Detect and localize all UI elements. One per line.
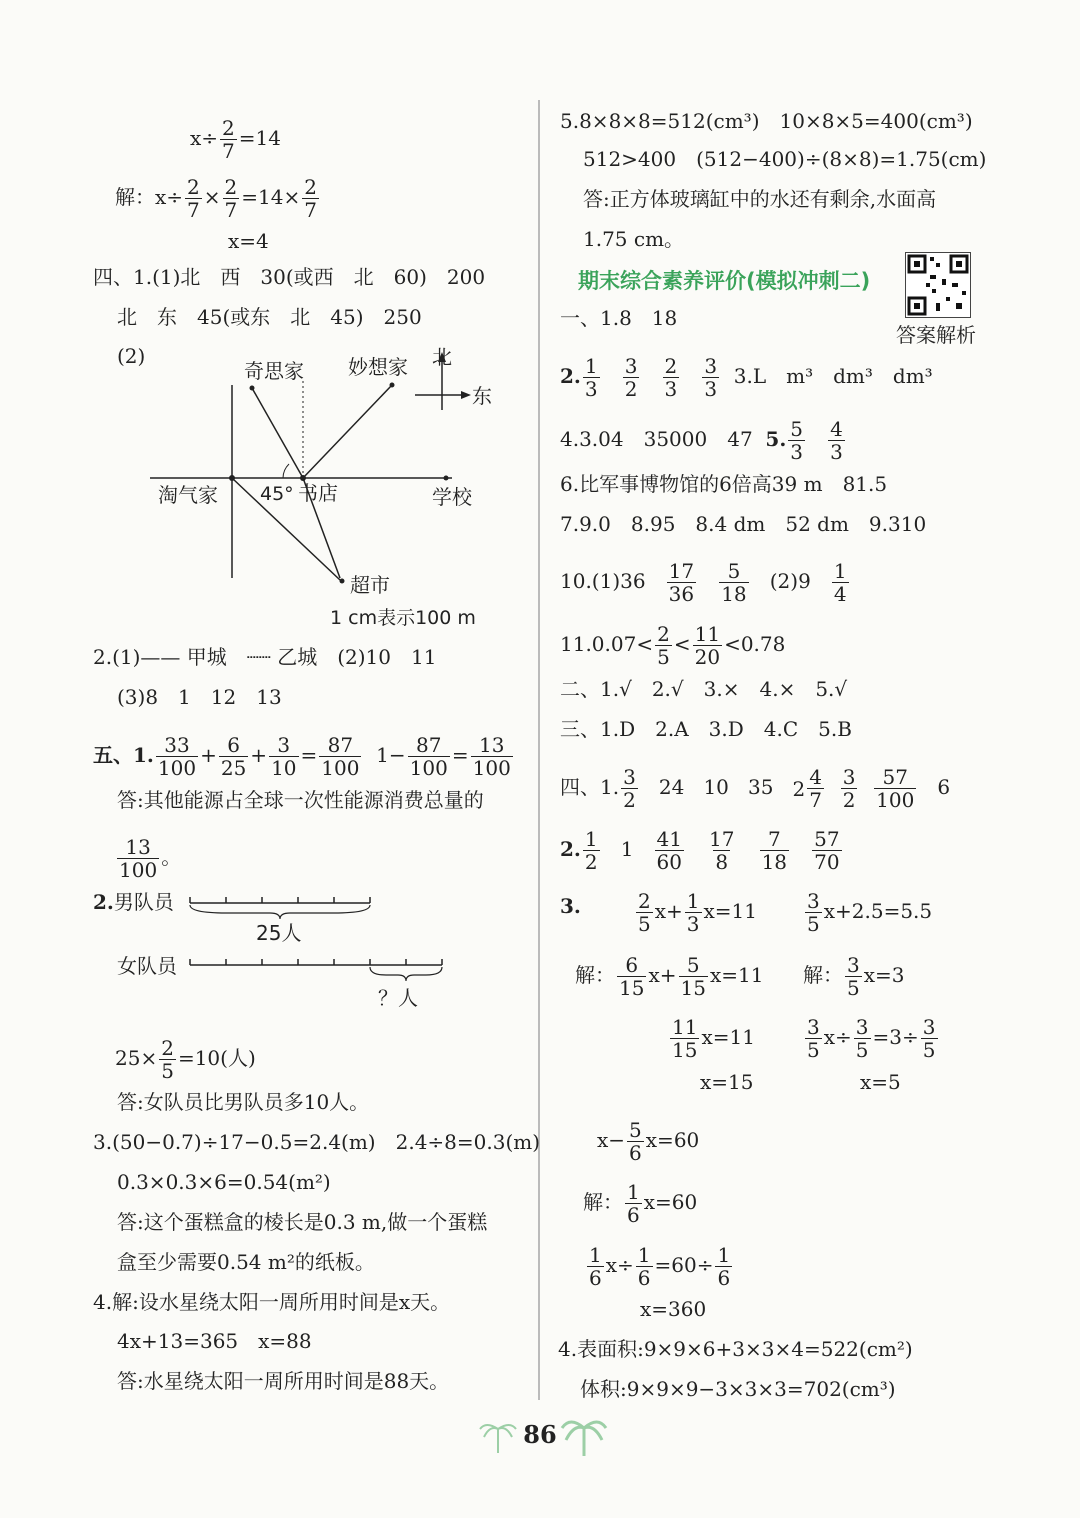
eq-text: =14 <box>238 126 281 150</box>
answer-line: 1.75 cm。 <box>583 227 685 251</box>
answer-line: 2.(1)—— 甲城 ┈┈ 乙城 (2)10 11 <box>93 645 437 669</box>
answer-line: 0.3×0.3×6=0.54(m²) <box>117 1170 331 1194</box>
eq-text: =14× <box>241 185 301 209</box>
eq-text: × <box>203 185 221 209</box>
label-east: 东 <box>472 384 492 408</box>
label-supermarket: 超市 <box>350 573 390 597</box>
answer-line: (3)8 1 12 13 <box>117 685 282 709</box>
answer-line: 一、1.8 18 <box>560 306 678 330</box>
label-school: 学校 <box>432 485 472 509</box>
qr-caption: 答案解析 <box>896 323 976 347</box>
east-arrow-icon <box>461 391 471 399</box>
label-miaoxiang: 妙想家 <box>348 355 408 379</box>
answer-line: 盒至少需要0.54 m²的纸板。 <box>117 1250 375 1274</box>
equation-line: 五、1. $\frac{33}{100}$ + $\frac{6}{25}$ + $\frac{3}{10}$ = $\frac{87}{100}$ 1− $\frac{87}{100}$ = $\frac{13}{100}$ <box>93 733 511 780</box>
answer-line: 4.解:设水星绕太阳一周所用时间是x天。 <box>93 1290 451 1314</box>
equation-line: $\frac{1}{6}$ x÷ $\frac{1}{6}$ =60÷ $\frac{1}{6}$ <box>589 1243 731 1290</box>
line-to-miaoxiang <box>303 385 392 478</box>
answer-line: 4x+13=365 x=88 <box>117 1329 312 1353</box>
school-dot <box>444 476 449 481</box>
line-segment-diagram <box>186 885 456 1025</box>
answer-line: 体积:9×9×9−3×3×3=702(cm³) <box>580 1377 896 1401</box>
label-taoqi: 淘气家 <box>158 483 218 507</box>
page-number: 86 <box>523 1420 557 1449</box>
qisi-dot <box>250 386 255 391</box>
equation-line: $\frac{3}{5}$ x÷ $\frac{3}{5}$ =3÷ $\frac{3}{5}$ <box>807 1015 936 1062</box>
equation-line: $\frac{13}{100}$ 。 <box>119 835 182 882</box>
answer-line: (2) <box>117 344 146 368</box>
label: 2.男队员 <box>93 890 174 914</box>
equation-line: x− $\frac{5}{6}$ x=60 <box>597 1118 700 1165</box>
label: 3. <box>560 894 581 918</box>
equation-line: $\frac{2}{5}$ x+ $\frac{1}{3}$ x=11 <box>638 889 758 936</box>
section-title: 期末综合素养评价(模拟冲刺二) <box>578 269 871 293</box>
equation-line: 解：x÷ $\frac{2}{7}$ × $\frac{2}{7}$ =14× $\frac{2}{7}$ <box>115 175 317 222</box>
answer-line: 答:其他能源占全球一次性能源消费总量的 <box>117 788 484 812</box>
equation-line: 解： $\frac{1}{6}$ x=60 <box>583 1180 698 1227</box>
answer-line: 7.9.0 8.95 8.4 dm 52 dm 9.310 <box>560 512 927 536</box>
label: 五、1. <box>93 743 154 767</box>
answer-line: 三、1.D 2.A 3.D 4.C 5.B <box>560 717 852 741</box>
label: 女队员 <box>117 954 177 978</box>
answer-line: 四、1.(1)北 西 30(或西 北 60) 200 <box>93 265 486 289</box>
fraction: $\frac{2}{7}$ <box>222 116 235 163</box>
answer-line: 答:女队员比男队员多10人。 <box>117 1090 370 1114</box>
qr-code-icon[interactable] <box>905 252 971 318</box>
equation-line: 四、1. $\frac{3}{2}$ 24 10 35 2 4 7 $\frac{3}{2}$ $\frac{57}{100}$ 6 <box>560 765 951 812</box>
answer-line: 北 东 45(或东 北 45) 250 <box>117 305 422 329</box>
equation-line: x=4 <box>228 229 269 253</box>
answer-line: 512>400 (512−400)÷(8×8)=1.75(cm) <box>583 147 987 171</box>
answer-line: 答:这个蛋糕盒的棱长是0.3 m,做一个蛋糕 <box>117 1210 488 1234</box>
answer-line: 4.表面积:9×9×6+3×3×4=522(cm²) <box>558 1337 913 1361</box>
label-north: 北 <box>432 345 452 369</box>
answer-line: 答:水星绕太阳一周所用时间是88天。 <box>117 1369 450 1393</box>
answer-line: 3.(50−0.7)÷17−0.5=2.4(m) 2.4÷8=0.3(m) <box>93 1130 541 1154</box>
answer-line: 答:正方体玻璃缸中的水还有剩余,水面高 <box>583 187 937 211</box>
equation-line <box>190 117 281 162</box>
eq-text: x÷ <box>190 126 219 150</box>
equation-line: 11.0.07< $\frac{2}{5}$ < $\frac{11}{20}$ <0.78 <box>560 622 786 669</box>
equation-line: 2. $\frac{1}{3}$ $\frac{3}{2}$ $\frac{2}{3}$ $\frac{3}{3}$ 3.L m³ dm³ dm³ <box>560 354 933 401</box>
line-to-qisi <box>252 388 303 478</box>
equation-line: 25× $\frac{2}{5}$ =10(人) <box>115 1036 256 1083</box>
label-qisi: 奇思家 <box>244 359 304 383</box>
equation-line: 解： $\frac{6}{15}$ x+ $\frac{5}{15}$ x=11 <box>575 953 764 1000</box>
miaoxiang-dot <box>390 383 395 388</box>
direction-map <box>140 340 520 640</box>
equation-line: $\frac{3}{5}$ x+2.5=5.5 <box>807 889 933 936</box>
eq-text: 解：x÷ <box>115 185 184 209</box>
equation-line: $\frac{11}{15}$ x=11 <box>672 1015 755 1062</box>
male-count: 25人 <box>256 921 302 945</box>
brace <box>190 905 370 919</box>
equation-line: 2. $\frac{1}{2}$ 1 $\frac{41}{60}$ $\frac{17}{8}$ $\frac{7}{18}$ $\frac{57}{70}$ <box>560 827 840 874</box>
label-shudian: 书店 <box>298 481 338 505</box>
label-angle: 45° <box>260 483 294 505</box>
answer-line: 6.比军事博物馆的6倍高39 m 81.5 <box>560 472 888 496</box>
taoqi-dot <box>229 475 235 481</box>
answer-line: 二、1.√ 2.√ 3.× 4.× 5.√ <box>560 677 848 701</box>
angle-arc <box>283 464 289 478</box>
palm-tree-icon <box>560 1412 610 1458</box>
answer-line: 5.8×8×8=512(cm³) 10×8×5=400(cm³) <box>560 109 973 133</box>
equation-line: x=5 <box>860 1070 901 1094</box>
female-question: ？人 <box>378 986 418 1010</box>
equation-line: 4.3.04 35000 47 5. $\frac{5}{3}$ $\frac{4}{3}$ <box>560 417 843 464</box>
label-scale: 1 cm表示100 m <box>330 607 476 629</box>
equation-line: 10.(1)36 $\frac{17}{36}$ $\frac{5}{18}$ (2)9 $\frac{1}{4}$ <box>560 559 847 606</box>
column-divider <box>538 100 540 1400</box>
equation-line: x=360 <box>640 1297 707 1321</box>
equation-line: x=15 <box>700 1070 754 1094</box>
supermarket-dot <box>340 579 345 584</box>
equation-line: 解： $\frac{3}{5}$ x=3 <box>803 953 905 1000</box>
